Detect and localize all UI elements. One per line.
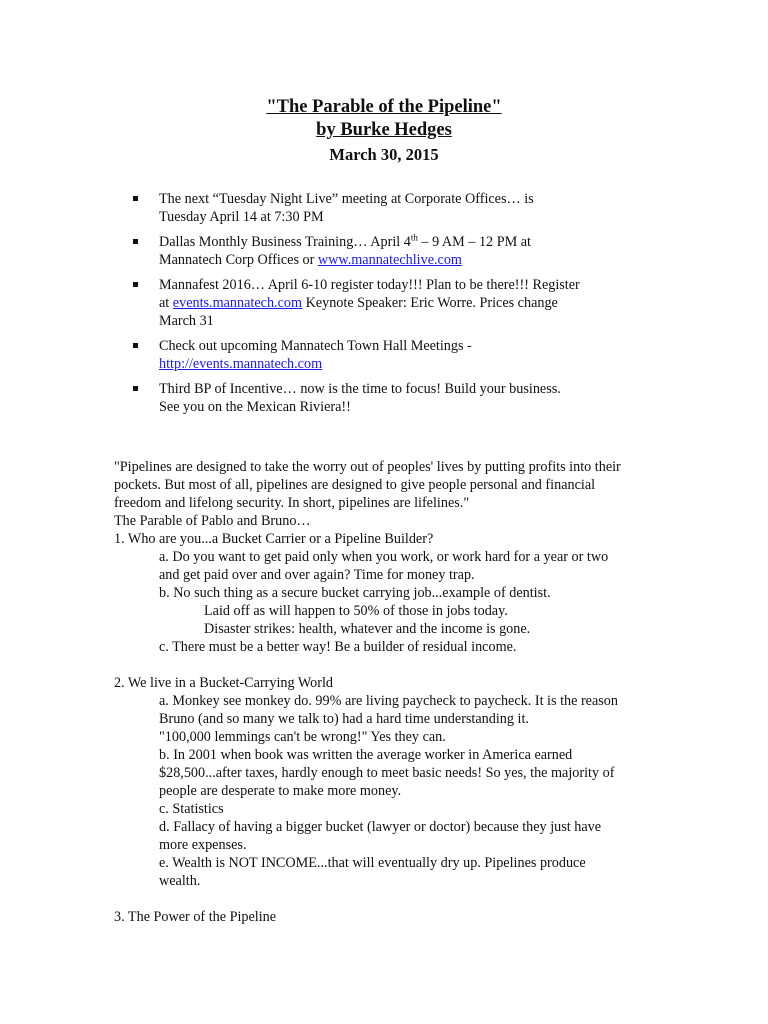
bullet-icon	[133, 196, 138, 201]
document-date: March 30, 2015	[329, 145, 439, 164]
document-title: "The Parable of the Pipeline"	[266, 97, 502, 117]
list-item: The next “Tuesday Night Live” meeting at Corporate Offices… is Tuesday April 14 at 7:30 PM	[133, 190, 653, 226]
outline-line: Disaster strikes: health, whatever and the income is gone.	[204, 621, 531, 637]
bullet-icon	[133, 343, 138, 348]
section-heading: 3. The Power of the Pipeline	[114, 909, 277, 925]
quote-line: freedom and lifelong security. In short, pipelines are lifelines."	[114, 495, 470, 511]
outline-line: b. No such thing as a secure bucket carrying job...example of dentist.	[159, 585, 551, 601]
outline-line: c. Statistics	[159, 801, 224, 817]
quote-line: pockets. But most of all, pipelines are designed to give people personal and financial	[114, 477, 596, 493]
announcement-list	[133, 190, 653, 423]
list-item: Check out upcoming Mannatech Town Hall Meetings - http://events.mannatech.com	[133, 337, 653, 373]
mannatechlive-link[interactable]: www.mannatechlive.com	[317, 252, 462, 268]
list-item: Mannafest 2016… April 6-10 register today!!! Plan to be there!!! Register at events.mannatech.com Keynote Speaker: Eric Worre. Prices change March 31	[133, 276, 653, 330]
outline-line: $28,500...after taxes, hardly enough to meet basic needs! So yes, the majority of	[159, 765, 615, 781]
outline-line: "100,000 lemmings can't be wrong!" Yes they can.	[159, 729, 446, 745]
outline-line: Bruno (and so many we talk to) had a hard time understanding it.	[159, 711, 529, 727]
outline-line: b. In 2001 when book was written the average worker in America earned	[159, 747, 573, 763]
bullet-icon	[133, 386, 138, 391]
outline-line: c. There must be a better way! Be a builder of residual income.	[159, 639, 517, 655]
outline-line: e. Wealth is NOT INCOME...that will eventually dry up. Pipelines produce	[159, 855, 586, 871]
outline-line: wealth.	[159, 873, 201, 889]
outline-line: d. Fallacy of having a bigger bucket (lawyer or doctor) because they just have	[159, 819, 602, 835]
outline-line: and get paid over and over again? Time for money trap.	[159, 567, 475, 583]
outline-line: people are desperate to make more money.	[159, 783, 402, 799]
list-item: Third BP of Incentive… now is the time to focus! Build your business. See you on the Mexican Riviera!!	[133, 380, 653, 416]
outline-line: a. Monkey see monkey do. 99% are living paycheck to paycheck. It is the reason	[159, 693, 618, 709]
document-byline: by Burke Hedges	[316, 120, 452, 140]
parable-heading: The Parable of Pablo and Bruno…	[114, 513, 311, 529]
section-heading: 1. Who are you...a Bucket Carrier or a Pipeline Builder?	[114, 531, 434, 547]
bullet-icon	[133, 282, 138, 287]
outline-line: Laid off as will happen to 50% of those in jobs today.	[204, 603, 508, 619]
town-hall-link[interactable]: http://events.mannatech.com	[159, 356, 323, 372]
bullet-icon	[133, 239, 138, 244]
quote-line: "Pipelines are designed to take the worry out of peoples' lives by putting profits into their	[114, 459, 621, 475]
document-body	[114, 458, 654, 926]
events-mannatech-link[interactable]: events.mannatech.com	[172, 295, 303, 311]
list-item: Dallas Monthly Business Training… April 4th – 9 AM – 12 PM at Mannatech Corp Offices or www.mannatechlive.com	[133, 233, 653, 269]
outline-line: a. Do you want to get paid only when you work, or work hard for a year or two	[159, 549, 609, 565]
outline-line: more expenses.	[159, 837, 247, 853]
section-heading: 2. We live in a Bucket-Carrying World	[114, 675, 334, 691]
